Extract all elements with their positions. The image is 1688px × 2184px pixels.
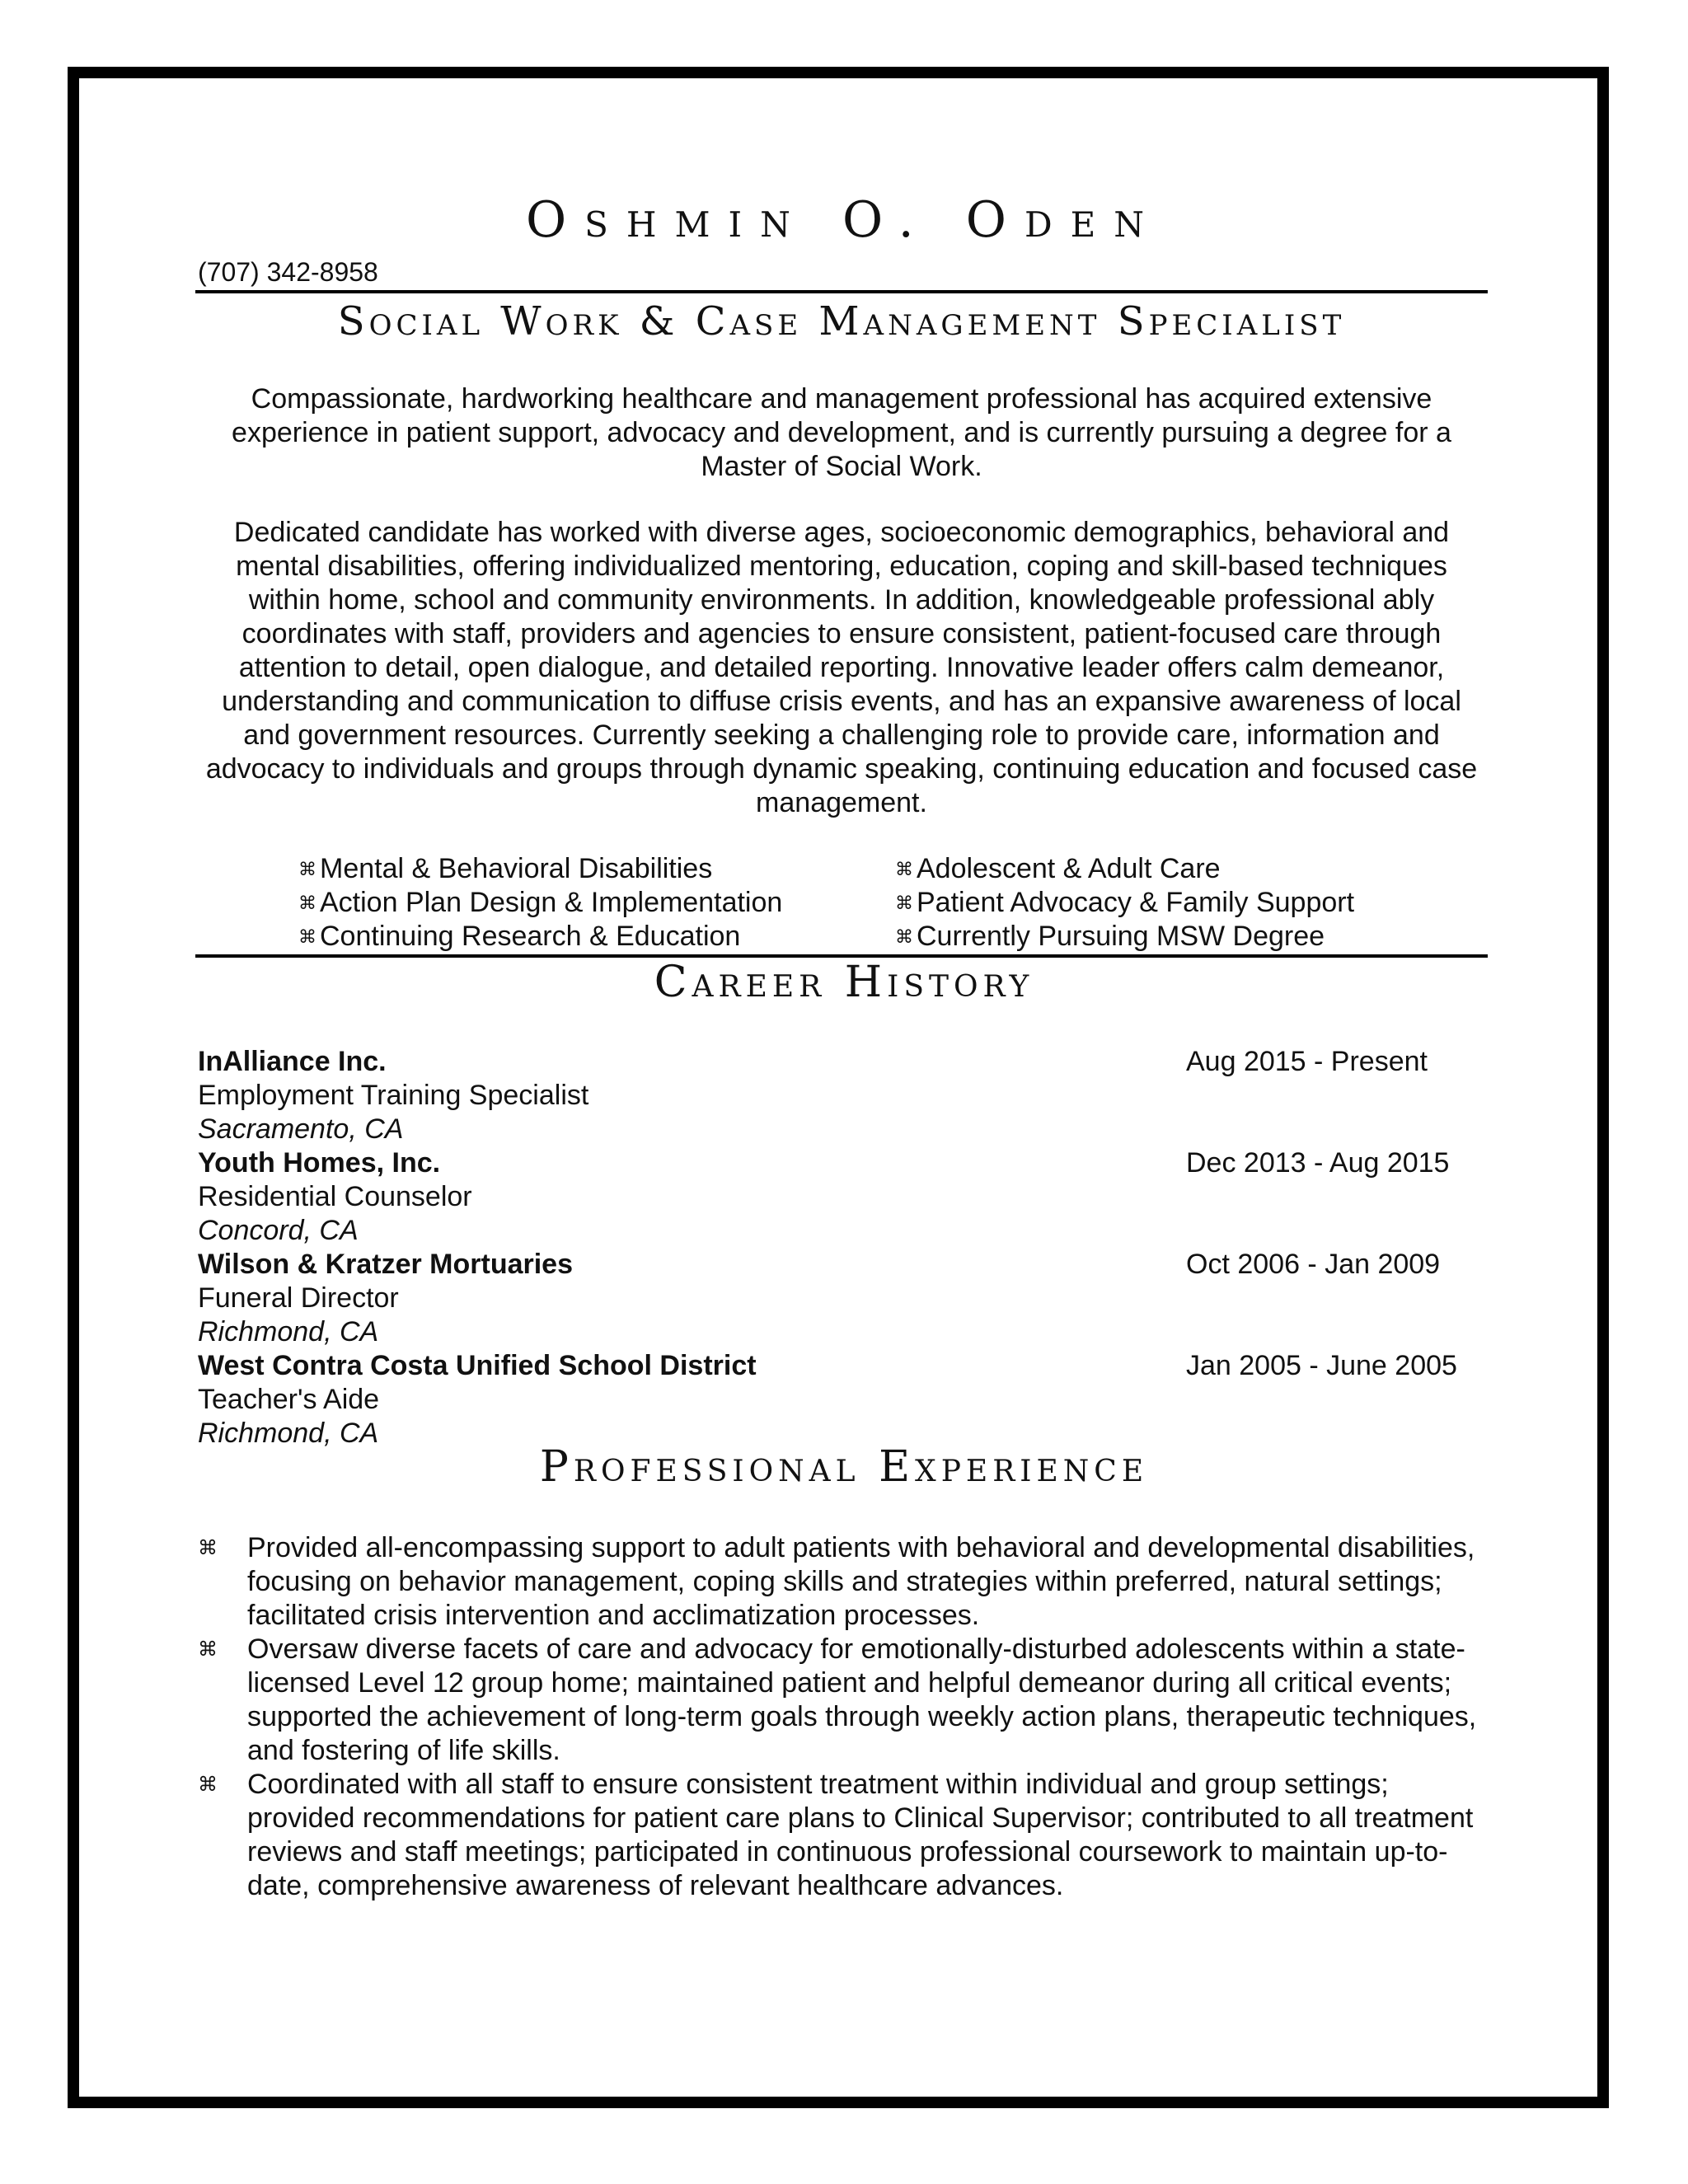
job-company: West Contra Costa Unified School District [198, 1350, 757, 1381]
job-company: Youth Homes, Inc. [198, 1147, 441, 1179]
skill-item: ⌘ Currently Pursuing MSW Degree [895, 921, 1325, 952]
job-dates: Aug 2015 - Present [1186, 1046, 1428, 1077]
job-role: Residential Counselor [198, 1181, 472, 1212]
job-dates: Dec 2013 - Aug 2015 [1186, 1147, 1450, 1179]
skill-item: ⌘ Action Plan Design & Implementation [298, 887, 783, 918]
job-role: Funeral Director [198, 1282, 399, 1314]
candidate-name: Oshmin O. Oden [525, 191, 1163, 249]
summary-paragraph-1: Compassionate, hardworking healthcare and management professional has acquired extensive experience in patient support, advocacy and development, and is currently pursuing a degree for a Master of Social Work. [232, 383, 1451, 482]
professional-experience-heading: Professional Experience [539, 1442, 1149, 1492]
header-divider [195, 290, 1488, 293]
bullet-icon: ⌘ [298, 926, 316, 947]
job-dates: Jan 2005 - June 2005 [1186, 1350, 1457, 1381]
job-company: Wilson & Kratzer Mortuaries [198, 1249, 573, 1280]
career-history-heading: Career History [654, 958, 1034, 1007]
job-dates: Oct 2006 - Jan 2009 [1186, 1249, 1441, 1280]
bullet-icon: ⌘ [895, 893, 913, 913]
skill-item: ⌘ Continuing Research & Education [298, 921, 741, 952]
job-location: Concord, CA [198, 1215, 359, 1246]
skill-item: ⌘ Patient Advocacy & Family Support [895, 887, 1355, 918]
job-location: Richmond, CA [198, 1418, 379, 1449]
bullet-icon: ⌘ [198, 1537, 218, 1559]
phone-number: (707) 342-8958 [198, 257, 378, 287]
job-location: Sacramento, CA [198, 1113, 404, 1145]
job-role: Teacher's Aide [198, 1384, 380, 1415]
bullet-icon: ⌘ [895, 926, 913, 947]
bullet-icon: ⌘ [298, 859, 316, 879]
job-entry [198, 1045, 1492, 1146]
skills-column-left [298, 852, 782, 954]
job-entry [198, 1248, 1492, 1349]
professional-title: Social Work & Case Management Specialist [337, 298, 1346, 344]
experience-item: ⌘ Provided all-encompassing support to adult patients with behavioral and developmental disabilities, focusing on behavior management, coping skills and strategies within preferred, natural settings; facilitated crisis intervention and acclimatization processes. [198, 1532, 1475, 1631]
skills-column-right [895, 852, 1354, 954]
skill-item: ⌘ Adolescent & Adult Care [895, 853, 1221, 884]
bullet-icon: ⌘ [298, 893, 316, 913]
experience-item: ⌘ Oversaw diverse facets of care and advocacy for emotionally-disturbed adolescents within a state-licensed Level 12 group home; maintained patient and helpful demeanor during all critical events; supported the achievement of long-term goals through weekly action plans, therapeutic techniques, and fostering of life skills. [198, 1633, 1477, 1766]
bullet-icon: ⌘ [198, 1774, 218, 1796]
bullet-icon: ⌘ [198, 1638, 218, 1661]
job-role: Employment Training Specialist [198, 1080, 589, 1111]
bullet-icon: ⌘ [895, 859, 913, 879]
skill-item: ⌘ Mental & Behavioral Disabilities [298, 853, 713, 884]
summary-paragraph-2: Dedicated candidate has worked with diverse ages, socioeconomic demographics, behavioral and mental disabilities, offering individualized mentoring, education, coping and skill-based techniques within home, school and community environments. In addition, knowledgeable professional ably coordinates with staff, providers and agencies to ensure consistent, patient-focused care through attention to detail, open dialogue, and detailed reporting. Innovative leader offers calm demeanor, understanding and communication to diffuse crisis events, and has an expansive awareness of local and government resources. Currently seeking a challenging role to provide care, information and advocacy to individuals and groups through dynamic speaking, continuing education and focused case management. [205, 517, 1478, 818]
experience-list [198, 1531, 1484, 1903]
career-history-list [198, 1045, 1492, 1451]
job-entry [198, 1349, 1492, 1451]
job-entry [198, 1146, 1492, 1248]
job-location: Richmond, CA [198, 1316, 379, 1347]
job-company: InAlliance Inc. [198, 1046, 387, 1077]
experience-item: ⌘ Coordinated with all staff to ensure consistent treatment within individual and group settings; provided recommendations for patient care plans to Clinical Supervisor; contributed to all treatment reviews and staff meetings; participated in continuous professional coursework to maintain up-to-date, comprehensive awareness of relevant healthcare advances. [198, 1769, 1474, 1901]
